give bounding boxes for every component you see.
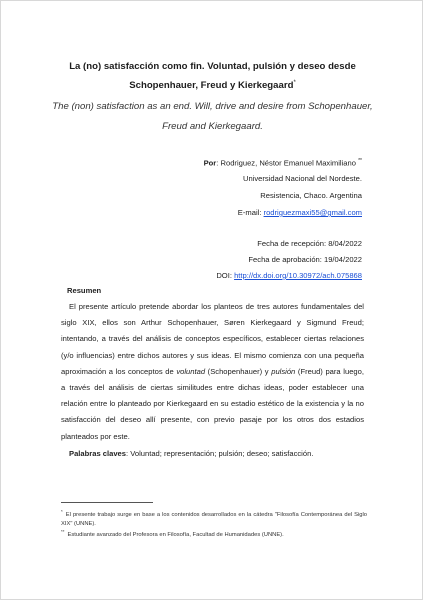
email-link[interactable]: rodriguezmaxi55@gmail.com <box>263 208 362 217</box>
abstract-paragraph <box>61 299 364 445</box>
abstract-text-1: El presente artículo pretende abordar los planteos de tres autores fundamentales del siglo XIX, ellos son Arthur Schopenhauer, Søren Kierkegaard y Sigmund Freud; intentando, a través del análisis de conceptos específicos, establecer ciertas relaciones (y/o influencias) entre dichos autores y sus ideas. El mismo comienza con una pequeña aproximación a los conceptos de <box>61 302 364 376</box>
date-received: Fecha de recepción: 8/04/2022 <box>257 239 362 248</box>
author-location: Resistencia, Chaco. Argentina <box>260 191 362 200</box>
keywords-line <box>69 449 313 458</box>
author-email-line <box>238 207 362 219</box>
abstract-term-pulsion: pulsión <box>271 366 296 376</box>
footnote-1-text: El presente trabajo surge en base a los contenidos desarrollados en la cátedra "Filosofía Contemporánea del Siglo XIX" (UNNE). <box>61 511 367 527</box>
keywords-text: : Voluntad; representación; pulsión; deseo; satisfacción. <box>126 449 314 458</box>
footnote-2 <box>61 527 367 540</box>
title-line-1: La (no) satisfacción como fin. Voluntad, pulsión y deseo desde <box>69 61 356 72</box>
title-es <box>41 59 384 94</box>
title-line-2-text: Schopenhauer, Freud y Kierkegaard <box>129 80 294 92</box>
author-name: : Rodriguez, Néstor Emanuel Maximiliano <box>216 158 356 168</box>
title-footnote-marker: * <box>293 80 296 86</box>
title-en-line-2: Freud and Kierkegaard. <box>162 121 263 132</box>
abstract-term-voluntad: voluntad <box>176 366 206 376</box>
author-label: Por <box>203 158 217 168</box>
keywords-label: Palabras claves <box>69 449 126 458</box>
title-en <box>41 97 384 137</box>
footnote-1 <box>61 507 367 529</box>
author-footnote-marker: ** <box>358 158 362 164</box>
footnote-2-text: Estudiante avanzado del Profesora en Filosofía, Facultad de Humanidades (UNNE). <box>67 531 284 538</box>
doi-label: DOI: <box>216 271 235 280</box>
doi-line <box>216 270 362 282</box>
author-university: Universidad Nacional del Nordeste. <box>242 174 362 183</box>
title-en-line-1: The (non) satisfaction as an end. Will, drive and desire from Schopenhauer, <box>52 101 373 112</box>
footnote-1-marker: * <box>61 509 63 514</box>
author-line <box>204 155 362 170</box>
doi-link[interactable]: http://dx.doi.org/10.30972/ach.075868 <box>234 271 362 280</box>
footnote-2-marker: ** <box>61 529 65 534</box>
abstract-heading: Resumen <box>67 286 102 295</box>
abstract-text-2: (Schopenhauer) y <box>205 366 272 376</box>
email-label: E-mail: <box>237 208 264 217</box>
date-approved: Fecha de aprobación: 19/04/2022 <box>248 255 362 264</box>
abstract-text-3: (Freud) para luego, a través del análisis de ciertas similitudes entre dichas ideas, poder establecer una relación entre lo planteado por Kierkegaard en su estadio estético de la existencia y la no satisfacción del deseo allí presente, con previo pasaje por los otros dos estadios planteados por este. <box>61 366 364 441</box>
title-line-2 <box>41 75 384 94</box>
footnote-separator <box>61 502 153 503</box>
